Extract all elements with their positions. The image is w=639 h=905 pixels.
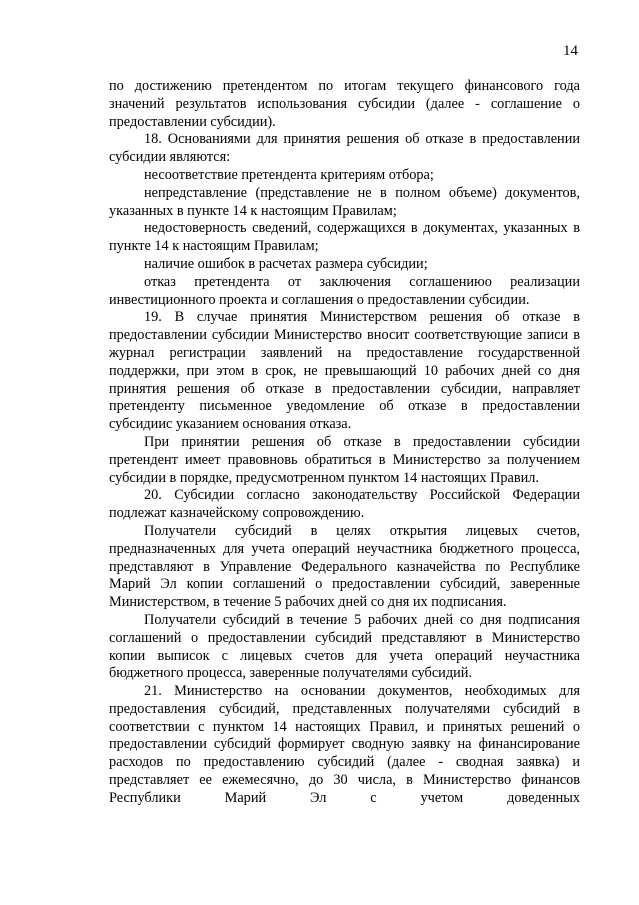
paragraph-continuation: по достижению претендентом по итогам текущего финансового года значений результатов использования субсидии (далее - соглашение о предоставлении субсидии).	[109, 78, 580, 130]
page-number: 14	[563, 43, 578, 59]
paragraph-item-19-reapply: При принятии решения об отказе в предоставлении субсидии претендент имеет правовновь обратиться в Министерство за получением субсидии в порядке, предусмотренном пунктом 14 настоящих Правил.	[109, 433, 580, 486]
paragraph-ground-5: отказ претендента от заключения соглашениюо реализации инвестиционного проекта и соглашения о предоставлении субсидии.	[109, 273, 580, 308]
paragraph-ground-3: недостоверность сведений, содержащихся в документах, указанных в пункте 14 к настоящим Правилам;	[109, 220, 580, 255]
paragraph-item-21: 21. Министерство на основании документов, необходимых для предоставления субсидий, представленных получателями субсидий в соответствии с пунктом 14 настоящих Правил, и принятых решений о предоставлении субсидий формирует сводную заявку на финансирование расходов по предоставлению субсидий (далее - сводная заявка) и представляет ее ежемесячно, до 30 числа, в Министерство финансов Республики Марий Эл с учетом доведенных	[109, 683, 580, 806]
paragraph-ground-2: непредставление (представление не в полном объеме) документов, указанных в пункте 14 к настоящим Правилам;	[109, 184, 580, 219]
paragraph-ground-1: несоответствие претендента критериям отбора;	[144, 166, 434, 183]
paragraph-item-19: 19. В случае принятия Министерством решения об отказе в предоставлении субсидии Министерство вносит соответствующие записи в журнал регистрации заявлений на предоставление государственной поддержки, при этом в срок, не превышающий 10 рабочих дней со дня принятия решения об отказе в предоставлении субсидии, направляет претенденту письменное уведомление об отказе в предоставлении субсидиис указанием основания отказа.	[109, 309, 580, 433]
document-body	[109, 78, 580, 808]
paragraph-item-20-accounts: Получатели субсидий в целях открытия лицевых счетов, предназначенных для учета операций неучастника бюджетного процесса, представляют в Управление Федерального казначейства по Республике Марий Эл копии соглашений о предоставлении субсидий, заверенные Министерством, в течение 5 рабочих дней со дня их подписания.	[109, 522, 580, 611]
paragraph-item-20: 20. Субсидии согласно законодательству Российской Федерации подлежат казначейскому сопровождению.	[109, 487, 580, 522]
paragraph-ground-4: наличие ошибок в расчетах размера субсидии;	[144, 255, 428, 272]
paragraph-item-20-statements: Получатели субсидий в течение 5 рабочих дней со дня подписания соглашений о предоставлении субсидий представляют в Министерство копии выписок с лицевых счетов для учета операций неучастника бюджетного процесса, заверенные получателями субсидий.	[109, 611, 580, 682]
paragraph-item-18: 18. Основаниями для принятия решения об отказе в предоставлении субсидии являются:	[109, 131, 580, 166]
